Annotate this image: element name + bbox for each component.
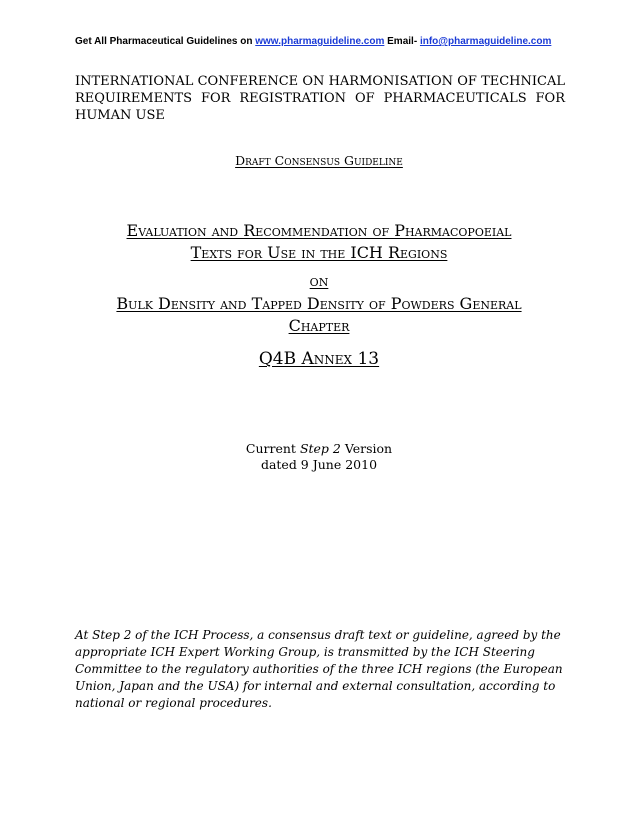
version-current: Current (245, 441, 296, 456)
title-line-3: Bulk Density and Tapped Density of Powders General (116, 294, 522, 313)
conference-line-1 (75, 73, 565, 90)
conference-heading (75, 73, 565, 124)
email-link[interactable]: info@pharmaguideline.com (419, 36, 552, 47)
title-line-2: Texts for Use in the ICH Regions (190, 243, 448, 262)
conference-word: OF (457, 74, 477, 89)
draft-label: Draft Consensus Guideline (235, 153, 403, 168)
conference-word: INTERNATIONAL (75, 74, 194, 89)
version-step: Step 2 (299, 441, 341, 456)
version-word: Version (344, 441, 393, 456)
title-line-1: Evaluation and Recommendation of Pharmacopoeial (126, 221, 512, 240)
conference-word: TECHNICAL (481, 74, 565, 89)
conference-line-2: REQUIREMENTS FOR REGISTRATION OF PHARMACEUTICALS FOR HUMAN USE (75, 91, 565, 123)
title-line-4: Chapter (288, 316, 350, 335)
title-on: on (309, 272, 329, 290)
email-label: Email- (387, 36, 418, 47)
conference-word: CONFERENCE (197, 74, 299, 89)
version-date: dated 9 June 2010 (260, 457, 378, 472)
version-block (0, 441, 638, 473)
annex-title: Q4B Annex 13 (258, 349, 380, 369)
step-note: At Step 2 of the ICH Process, a consensus draft text or guideline, agreed by the appropriate ICH Expert Working Group, is transmitted by the ICH Steering Committee to the regulatory authorities of the three ICH regions (the European Union, Japan and the USA) for internal and external consultation, according to national or regional procedures. (75, 628, 563, 710)
conference-word: ON (302, 74, 325, 89)
site-link[interactable]: www.pharmaguideline.com (255, 36, 385, 47)
header-prefix: Get All Pharmaceutical Guidelines on (75, 36, 253, 47)
header-bar (75, 36, 551, 47)
version-line (0, 441, 638, 457)
conference-word: HARMONISATION (328, 74, 453, 89)
